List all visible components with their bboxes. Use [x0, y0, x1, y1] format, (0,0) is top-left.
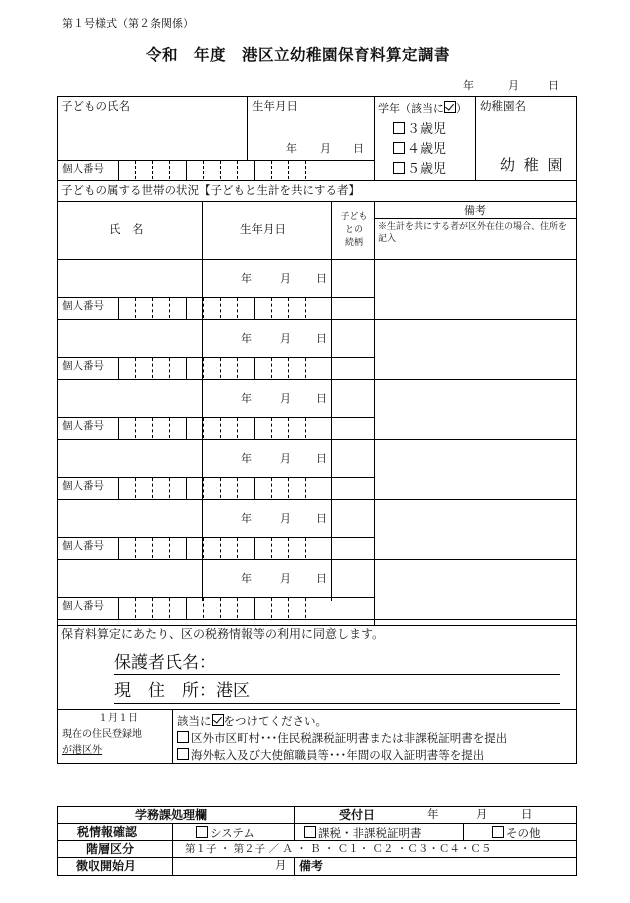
household-heading: 子どもの属する世帯の状況【子どもと生計を共にする者】 [61, 183, 360, 197]
office-tax-label: 税情報確認 [77, 825, 138, 839]
household-id-field[interactable] [119, 538, 373, 558]
household-id-field[interactable] [119, 298, 373, 318]
form-title: 令和 年度 港区立幼稚園保育料算定調書 [146, 45, 451, 64]
household-id-label: 個人番号 [62, 300, 104, 312]
household-id-label: 個人番号 [62, 480, 104, 492]
form-date-year: 年 [463, 79, 474, 92]
checkbox-icon[interactable] [304, 826, 316, 838]
office-tier-values: 第１子 ・ 第２子 ／ Ａ ・ Ｂ ・ Ｃ１・ Ｃ２ ・Ｃ３・Ｃ４・Ｃ５ [185, 843, 492, 855]
form-date-month: 月 [508, 79, 519, 92]
household-dob-year: 年 [241, 332, 252, 345]
grade-option-3[interactable]: ３歳児 [393, 122, 446, 136]
consent-text: 保育料算定にあたり、区の税務情報等の利用に同意します。 [61, 627, 385, 641]
household-dob-year: 年 [241, 512, 252, 525]
guardian-name-label: 保護者氏名： [114, 653, 216, 673]
residence-label-3: が港区外 [62, 745, 102, 756]
household-id-field[interactable] [119, 358, 373, 378]
office-processing-label: 学務課処理欄 [135, 808, 208, 822]
checkbox-icon[interactable] [393, 122, 405, 134]
child-id-label: 個人番号 [62, 163, 104, 175]
household-dob-month: 月 [280, 332, 291, 345]
child-name-label: 子どもの氏名 [61, 99, 130, 113]
kindergarten-suffix: 幼 稚 園 [500, 156, 565, 174]
household-remarks-field[interactable] [375, 560, 576, 618]
household-dob-year: 年 [241, 452, 252, 465]
household-id-label: 個人番号 [62, 600, 104, 612]
checkbox-icon[interactable] [196, 826, 208, 838]
child-name-field[interactable] [58, 118, 246, 159]
household-dob-day: 日 [316, 452, 327, 465]
household-dob-day: 日 [316, 272, 327, 285]
checkbox-icon[interactable] [393, 162, 405, 174]
household-dob-day: 日 [316, 332, 327, 345]
tax-option-system[interactable]: システム [196, 826, 255, 840]
residence-instruction: 該当に をつけてください。 [177, 714, 327, 728]
form-number: 第１号様式（第２条関係） [62, 17, 194, 30]
kindergarten-label: 幼稚園名 [480, 99, 526, 113]
household-col-remarks: 備考 [464, 204, 486, 217]
grade-option-4[interactable]: ４歳児 [393, 142, 446, 156]
household-remarks-field[interactable] [375, 260, 576, 318]
tax-option-certificate[interactable]: 課税・非課税証明書 [304, 826, 422, 840]
household-dob-month: 月 [280, 272, 291, 285]
household-name-field[interactable] [58, 380, 201, 418]
household-col-name: 氏 名 [109, 222, 144, 236]
household-col-dob: 生年月日 [240, 222, 286, 236]
household-dob-month: 月 [280, 392, 291, 405]
checkbox-icon[interactable] [393, 142, 405, 154]
grade-option-5[interactable]: ５歳児 [393, 162, 446, 176]
child-dob-label: 生年月日 [252, 99, 298, 113]
household-dob-month: 月 [280, 512, 291, 525]
residence-option-2[interactable]: 海外転入及び大使館職員等･･･年間の収入証明書等を提出 [177, 748, 484, 762]
office-received-month: 月 [476, 807, 488, 821]
household-remarks-note: ※生計を共にする者が区外在住の場合、住所を記入 [378, 222, 568, 244]
household-remarks-field[interactable] [375, 320, 576, 378]
household-dob-month: 月 [280, 452, 291, 465]
residence-option-1[interactable]: 区外市区町村･･･住民税課税証明書または非課税証明書を提出 [177, 731, 507, 745]
household-dob-day: 日 [316, 392, 327, 405]
household-dob-year: 年 [241, 272, 252, 285]
household-id-label: 個人番号 [62, 360, 104, 372]
residence-label-1: １月１日 [98, 713, 138, 724]
form-date-day: 日 [548, 79, 559, 92]
household-id-label: 個人番号 [62, 540, 104, 552]
household-name-field[interactable] [58, 440, 201, 478]
household-dob-year: 年 [241, 392, 252, 405]
office-start-month: 月 [275, 858, 287, 872]
office-tier-label: 階層区分 [86, 842, 135, 856]
household-dob-day: 日 [316, 572, 327, 585]
grade-label: 学年（該当に ） [378, 102, 467, 115]
household-dob-day: 日 [316, 512, 327, 525]
household-name-field[interactable] [58, 260, 201, 298]
household-id-label: 個人番号 [62, 420, 104, 432]
household-name-field[interactable] [58, 320, 201, 358]
household-name-field[interactable] [58, 560, 201, 598]
address-line[interactable] [114, 703, 560, 704]
checkbox-icon[interactable] [177, 731, 189, 743]
household-col-relation: 子ども との 続柄 [340, 212, 368, 248]
household-id-field[interactable] [119, 478, 373, 498]
household-id-field[interactable] [119, 418, 373, 438]
office-start-label: 徴収開始月 [76, 859, 137, 873]
child-dob-year: 年 [286, 142, 297, 155]
checkbox-icon[interactable] [177, 748, 189, 760]
tax-option-other[interactable]: その他 [492, 826, 541, 840]
household-dob-month: 月 [280, 572, 291, 585]
address-label: 現 住 所：港区 [114, 681, 250, 701]
guardian-name-line[interactable] [114, 674, 560, 675]
checked-box-icon [444, 101, 456, 113]
checkbox-icon[interactable] [492, 826, 504, 838]
child-dob-day: 日 [353, 142, 364, 155]
household-dob-year: 年 [241, 572, 252, 585]
household-id-field[interactable] [119, 598, 373, 618]
household-remarks-field[interactable] [375, 440, 576, 498]
child-id-field[interactable] [119, 161, 373, 180]
residence-label-2: 現在の住民登録地 [62, 729, 142, 740]
office-received-year: 年 [427, 807, 439, 821]
household-remarks-field[interactable] [375, 500, 576, 558]
household-name-field[interactable] [58, 500, 201, 538]
office-received-label: 受付日 [339, 808, 376, 822]
office-received-day: 日 [521, 807, 533, 821]
checked-box-icon [212, 714, 224, 726]
child-dob-month: 月 [320, 142, 331, 155]
household-remarks-field[interactable] [375, 380, 576, 438]
office-remarks-label: 備考 [299, 859, 324, 873]
